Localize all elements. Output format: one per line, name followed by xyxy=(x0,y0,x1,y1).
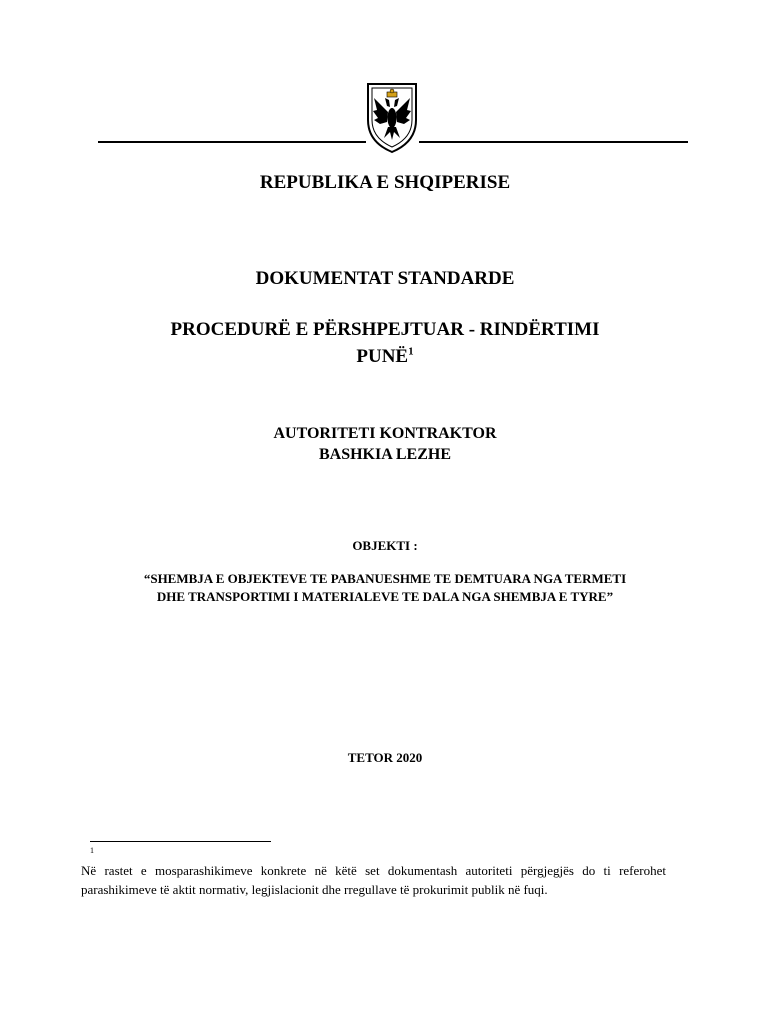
footnote-separator xyxy=(90,841,271,842)
object-title xyxy=(40,570,730,606)
documents-title: DOKUMENTAT STANDARDE xyxy=(255,268,515,289)
object-title-line1: “SHEMBJA E OBJEKTEVE TE PABANUESHME TE DEMTUARA NGA TERMETI xyxy=(143,571,627,586)
authority-name: BASHKIA LEZHE xyxy=(318,446,452,463)
header-rule-right xyxy=(419,141,688,143)
procedure-title-word: PUNË xyxy=(356,346,409,367)
procedure-title-line1: PROCEDURË E PËRSHPEJTUAR - RINDËRTIMI xyxy=(170,319,600,340)
authority-label: AUTORITETI KONTRAKTOR xyxy=(273,425,497,442)
object-label: OBJEKTI : xyxy=(352,538,418,553)
header-rule-left xyxy=(98,141,366,143)
object-title-line2: DHE TRANSPORTIMI I MATERIALEVE TE DALA NGA SHEMBJA E TYRE” xyxy=(156,589,614,604)
albanian-emblem-icon xyxy=(364,80,420,154)
country-title: REPUBLIKA E SHQIPERISE xyxy=(259,172,511,193)
footnote-text: Në rastet e mosparashikimeve konkrete në këtë set dokumentash autoriteti përgjegjës do ti referohet parashikimeve të aktit normativ, legjislacionit dhe rregullave të prokurimit publik në fuqi. xyxy=(81,863,666,897)
footnote-reference[interactable]: 1 xyxy=(408,345,414,358)
document-date: TETOR 2020 xyxy=(347,750,423,765)
procedure-title xyxy=(60,316,710,370)
contracting-authority xyxy=(60,423,710,465)
footnote-mark: 1 xyxy=(90,846,94,855)
procedure-title-line2 xyxy=(60,343,710,370)
